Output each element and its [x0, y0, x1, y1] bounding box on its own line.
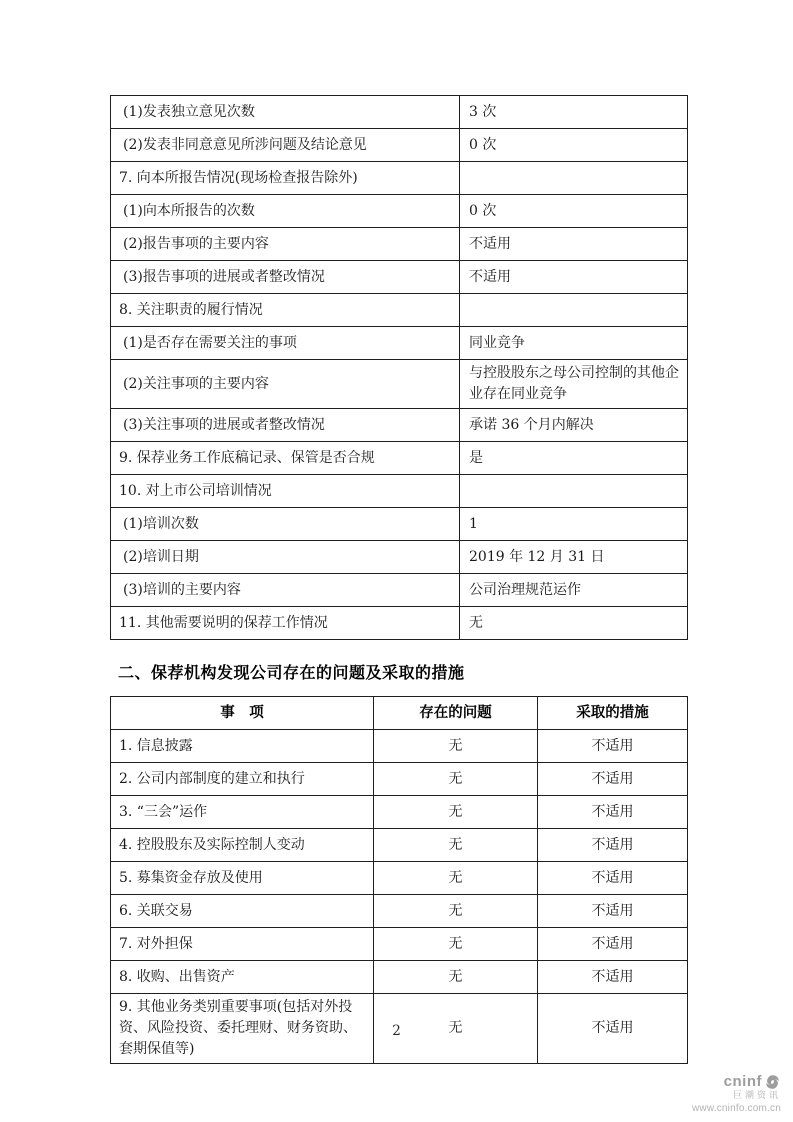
item-value: [460, 162, 688, 195]
item-value: 3 次: [460, 96, 688, 129]
cell-problem: 无: [374, 994, 538, 1064]
item-label: 7. 向本所报告情况(现场检查报告除外): [111, 162, 460, 195]
cell-measure: 不适用: [538, 994, 688, 1064]
table-row: [111, 862, 688, 895]
item-label: (2)发表非同意意见所涉问题及结论意见: [111, 129, 460, 162]
item-value: 1: [460, 508, 688, 541]
item-label: (2)关注事项的主要内容: [111, 360, 460, 409]
cell-item: 7. 对外担保: [111, 928, 374, 961]
page-content: [110, 95, 687, 1064]
item-value: 2019 年 12 月 31 日: [460, 541, 688, 574]
table-row: [111, 730, 688, 763]
item-label: (3)关注事项的进展或者整改情况: [111, 409, 460, 442]
cell-problem: 无: [374, 829, 538, 862]
cell-measure: 不适用: [538, 928, 688, 961]
item-label: (3)培训的主要内容: [111, 574, 460, 607]
item-label: (1)向本所报告的次数: [111, 195, 460, 228]
cell-problem: 无: [374, 730, 538, 763]
cninfo-swirl-icon: [764, 1074, 781, 1090]
item-value: 无: [460, 607, 688, 640]
item-value: 同业竞争: [460, 327, 688, 360]
cninfo-logo-top: [692, 1074, 781, 1091]
table-row: [111, 763, 688, 796]
cell-measure: 不适用: [538, 961, 688, 994]
cell-measure: 不适用: [538, 862, 688, 895]
cninfo-logo: [692, 1074, 781, 1114]
item-label: 8. 关注职责的履行情况: [111, 294, 460, 327]
cell-problem: 无: [374, 862, 538, 895]
table-row: [111, 508, 688, 541]
item-value: [460, 475, 688, 508]
table-row: [111, 607, 688, 640]
item-label: (2)培训日期: [111, 541, 460, 574]
issues-measures-table: [110, 696, 688, 1064]
cninfo-brand-text: cninf: [723, 1072, 762, 1090]
cell-item: 9. 其他业务类别重要事项(包括对外投资、风险投资、委托理财、财务资助、套期保值等): [111, 994, 374, 1064]
cell-measure: 不适用: [538, 730, 688, 763]
cell-item: 1. 信息披露: [111, 730, 374, 763]
item-value: 与控股股东之母公司控制的其他企业存在同业竞争: [460, 360, 688, 409]
sponsor-work-table-body: [111, 96, 688, 640]
item-value: [460, 294, 688, 327]
cell-problem: 无: [374, 961, 538, 994]
table-row: [111, 574, 688, 607]
issues-measures-table-body: [111, 730, 688, 1064]
cell-problem: 无: [374, 796, 538, 829]
cell-problem: 无: [374, 763, 538, 796]
item-value: 0 次: [460, 129, 688, 162]
table-row: [111, 796, 688, 829]
column-header-problem: 存在的问题: [374, 697, 538, 730]
item-value: 公司治理规范运作: [460, 574, 688, 607]
section-heading: 二、保荐机构发现公司存在的问题及采取的措施: [118, 665, 465, 682]
item-value: 是: [460, 442, 688, 475]
sponsor-work-table: [110, 95, 688, 640]
item-label: 10. 对上市公司培训情况: [111, 475, 460, 508]
table-row: [111, 895, 688, 928]
page-number: 2: [392, 1023, 401, 1039]
cell-item: 3. “三会”运作: [111, 796, 374, 829]
table-row: [111, 961, 688, 994]
table-header-row: [111, 697, 688, 730]
column-header-measure: 采取的措施: [538, 697, 688, 730]
item-label: (1)培训次数: [111, 508, 460, 541]
cell-measure: 不适用: [538, 895, 688, 928]
table-row: [111, 96, 688, 129]
cell-item: 8. 收购、出售资产: [111, 961, 374, 994]
table-row: [111, 162, 688, 195]
table-row: [111, 327, 688, 360]
table-row: [111, 294, 688, 327]
table-row: [111, 928, 688, 961]
item-value: 0 次: [460, 195, 688, 228]
cell-measure: 不适用: [538, 829, 688, 862]
cell-problem: 无: [374, 928, 538, 961]
table-row: [111, 829, 688, 862]
cell-measure: 不适用: [538, 796, 688, 829]
table-row: [111, 541, 688, 574]
table-row: [111, 409, 688, 442]
item-value: 不适用: [460, 228, 688, 261]
cell-item: 4. 控股股东及实际控制人变动: [111, 829, 374, 862]
item-label: (3)报告事项的进展或者整改情况: [111, 261, 460, 294]
table-row: [111, 129, 688, 162]
table-row: [111, 261, 688, 294]
table-row: [111, 475, 688, 508]
item-value: 承诺 36 个月内解决: [460, 409, 688, 442]
item-label: (1)是否存在需要关注的事项: [111, 327, 460, 360]
item-label: 9. 保荐业务工作底稿记录、保管是否合规: [111, 442, 460, 475]
item-label: (1)发表独立意见次数: [111, 96, 460, 129]
cell-problem: 无: [374, 895, 538, 928]
cninfo-url: www.cninfo.com.cn: [692, 1103, 781, 1114]
cninfo-chinese-name: 巨潮资讯: [732, 1090, 781, 1101]
table-row: [111, 228, 688, 261]
cell-measure: 不适用: [538, 763, 688, 796]
cell-item: 5. 募集资金存放及使用: [111, 862, 374, 895]
table-row: [111, 442, 688, 475]
table-row: [111, 360, 688, 409]
item-label: 11. 其他需要说明的保荐工作情况: [111, 607, 460, 640]
item-value: 不适用: [460, 261, 688, 294]
table-row: [111, 195, 688, 228]
column-header-item: 事 项: [111, 697, 374, 730]
item-label: (2)报告事项的主要内容: [111, 228, 460, 261]
cell-item: 6. 关联交易: [111, 895, 374, 928]
cell-item: 2. 公司内部制度的建立和执行: [111, 763, 374, 796]
